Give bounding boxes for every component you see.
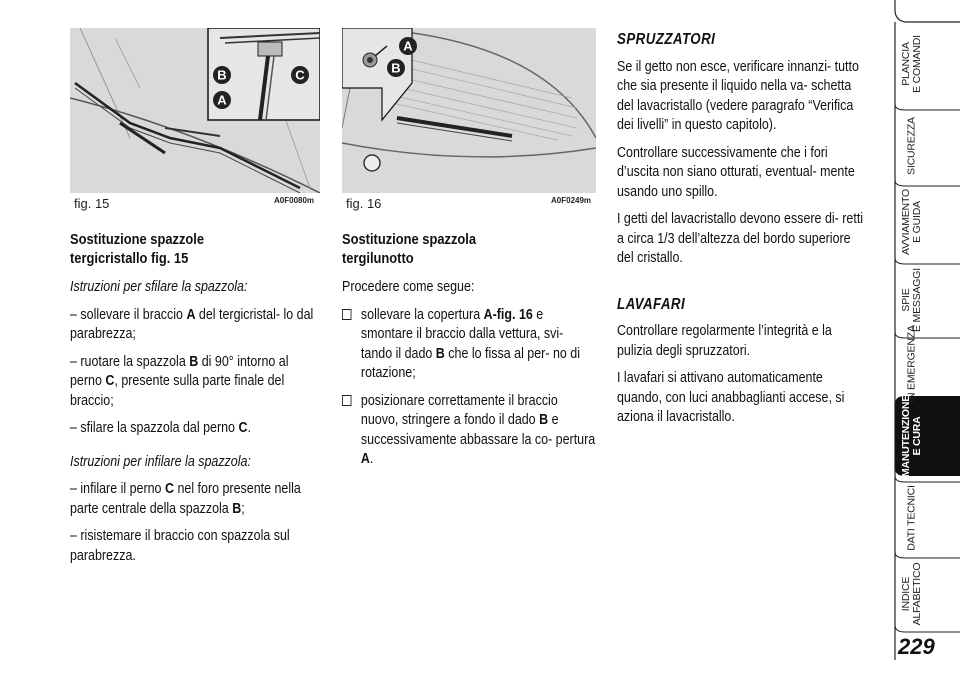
paragraph-4: Controllare regolarmente l’integrità e la pulizia degli spruzzatori.	[617, 323, 832, 359]
step-1: – sollevare il braccio A del tergicristal- lo dal parabrezza;	[70, 306, 314, 342]
figure-16-caption: fig. 16	[346, 196, 382, 211]
figure-16-code: A0F0249m	[551, 196, 592, 205]
wiper-arm-illustration	[70, 28, 320, 193]
label-b: B	[217, 67, 227, 83]
column-1	[70, 230, 322, 574]
figure-16-image	[342, 28, 596, 193]
step-4: – infilare il perno C nel foro presente nella parte centrale della spazzola B;	[70, 481, 301, 517]
bullet-item-2: posizionare correttamente il braccio nuovo, stringere a fondo il dado B e successivamente abbassare la co- pertura A.	[342, 392, 596, 470]
label-a: A	[217, 92, 227, 108]
tab-plancia-e-comandi[interactable]: PLANCIA E COMANDI	[900, 35, 923, 93]
heading-lavafari: LAVAFARI	[617, 295, 686, 313]
step-2: – ruotare la spazzola B di 90° intorno al perno C, presente sulla parte finale del braccio;	[70, 353, 289, 409]
tab-avviamento-e-guida[interactable]: AVVIAMENTO E GUIDA	[900, 189, 923, 255]
paragraph-1: Se il getto non esce, verificare innanzi- tutto che sia presente il liquido nella va- schetta del lavacristallo (vedere paragrafo “Verifica dei livelli” in questo capitolo).	[617, 58, 859, 133]
figure-15-caption: fig. 15	[74, 196, 110, 211]
tab-sicurezza[interactable]: SICUREZZA	[905, 117, 918, 175]
tab-manutenzione-e-cura[interactable]: MANUTENZIONE E CURA	[900, 394, 923, 478]
rear-wiper-illustration	[342, 28, 596, 193]
tab-in-emergenza[interactable]: IN EMERGENZA	[905, 325, 918, 403]
subtitle-remove: Istruzioni per sfilare la spazzola:	[70, 279, 248, 295]
bullet-item-1: sollevare la copertura A-fig. 16 e smontare il braccio dalla vettura, svi- tando il dado B che lo fissa al per- no di rotazione;	[342, 306, 596, 384]
section-title-rear-wiper: Sostituzione spazzola tergilunotto	[342, 231, 477, 267]
checkbox-bullet-icon	[342, 309, 351, 320]
paragraph-3: I getti del lavacristallo devono essere di- retti a circa 1/3 dell’altezza del bordo superiore del cristallo.	[617, 211, 864, 266]
column-2	[342, 230, 596, 478]
figure-15-code: A0F0080m	[274, 196, 315, 205]
checkbox-bullet-icon	[342, 395, 351, 406]
figure-15-image	[70, 28, 320, 193]
step-5: – risistemare il braccio con spazzola sul parabrezza.	[70, 528, 290, 564]
intro-text: Procedere come segue:	[342, 279, 475, 295]
column-3	[617, 30, 869, 436]
paragraph-2: Controllare successivamente che i fori d’uscita non siano otturati, eventual- mente usando uno spillo.	[617, 144, 855, 200]
tab-indice-alfabetico[interactable]: INDICE ALFABETICO	[900, 562, 923, 626]
section-title-wiper-blades: Sostituzione spazzole tergicristallo fig. 15	[70, 231, 205, 267]
label-c: C	[295, 67, 305, 83]
tab-spie-e-messaggi[interactable]: SPIE E MESSAGGI	[900, 268, 923, 332]
page-number: 229	[898, 634, 935, 659]
subtitle-insert: Istruzioni per infilare la spazzola:	[70, 453, 251, 470]
step-3: – sfilare la spazzola dal perno C.	[70, 420, 251, 436]
tab-dati-tecnici[interactable]: DATI TECNICI	[905, 485, 918, 551]
paragraph-5: I lavafari si attivano automaticamente quando, con luci anabbaglianti accese, si aziona il lavacristallo.	[617, 370, 845, 425]
label-b: B	[391, 60, 401, 76]
heading-spruzzatori: SPRUZZATORI	[617, 31, 716, 48]
label-a: A	[403, 38, 413, 54]
